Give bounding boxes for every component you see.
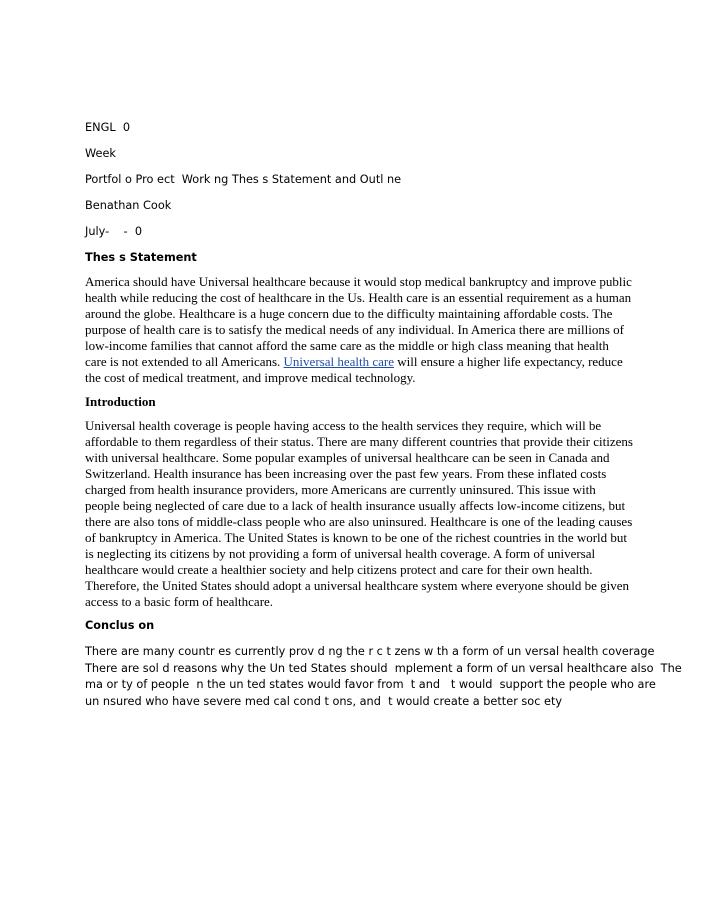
conclusion-paragraph — [85, 644, 682, 710]
thesis-paragraph — [85, 274, 633, 386]
author-line: Benathan Cook — [85, 199, 172, 212]
project-title-line: Portfol o Pro ect Work ng Thes s Statement and Outl ne — [85, 173, 402, 186]
thesis-text-after-link: will ensure a higher life expectancy, reduce the cost of medical treatment, and improve medical technology. — [85, 354, 623, 385]
date-line: July- - 0 — [85, 225, 143, 238]
course-line: ENGL 0 — [85, 121, 131, 134]
week-line: Week — [85, 147, 116, 160]
conclusion-line: un nsured who have severe med cal cond t ons, and t would create a better soc ety — [85, 694, 563, 708]
introduction-heading: Introduction — [85, 394, 156, 409]
conclusion-line: There are many countr es currently prov d ng the r c t zens w th a form of un versal health coverage — [85, 645, 655, 658]
introduction-paragraph: Universal health coverage is people having access to the health services they require, which will be affordable to them regardless of their status. There are many different countries that provide their citizens with universal healthcare. Some popular examples of universal healthcare can be seen in Canada and Switzerland. Health insurance has been increasing over the past few years. From these inflated costs charged from health insurance providers, more Americans are currently uninsured. This issue with people being neglected of care due to a lack of health insurance usually affects low-income citizens, but there are also tons of middle-class people who are also uninsured. Healthcare is one of the leading causes of bankruptcy in America. The United States is known to be one of the richest countries in the world but is neglecting its citizens by not providing a form of universal health coverage. A form of universal healthcare would create a healthier society and help citizens protect and care for their own health. Therefore, the United States should adopt a universal healthcare system where everyone should be given access to a basic form of healthcare. — [85, 418, 633, 609]
document-body — [85, 120, 682, 710]
thesis-text-before-link: America should have Universal healthcare because it would stop medical bankruptcy and improve public health while reducing the cost of healthcare in the Us. Health care is an essential requirement as a human around the globe. Healthcare is a huge concern due to the difficulty maintaining affordable costs. The purpose of health care is to satisfy the medical needs of any individual. In America there are millions of low-income families that cannot afford the same care as the middle or high class meaning that health care is not extended to all Americans. — [85, 274, 632, 369]
conclusion-line: ma or ty of people n the un ted states would favor from t and t would support the people who are — [85, 678, 656, 691]
conclusion-heading: Conclus on — [85, 619, 155, 632]
conclusion-line: There are sol d reasons why the Un ted States should mplement a form of un versal healthcare also The — [85, 661, 682, 675]
universal-health-care-link[interactable]: Universal health care — [283, 354, 394, 369]
thesis-heading: Thes s Statement — [85, 251, 197, 264]
